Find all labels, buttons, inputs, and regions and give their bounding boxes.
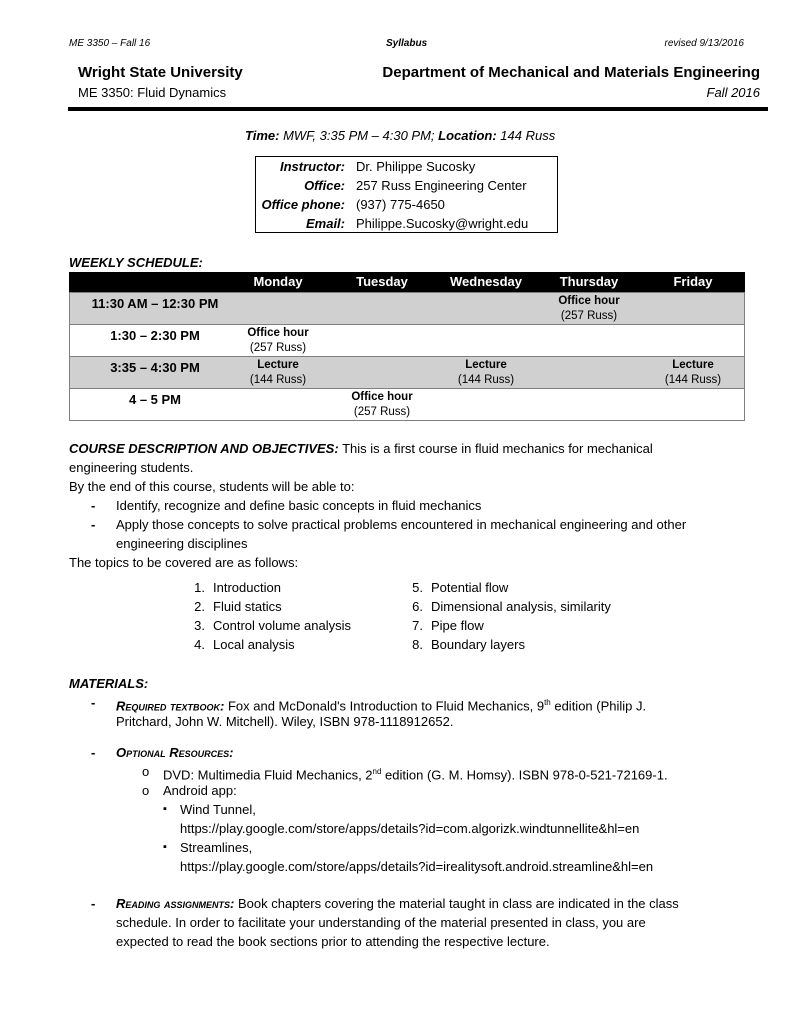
objective-item: Identify, recognize and define basic concepts in fluid mechanics: [116, 498, 482, 513]
topic-item: 1. Introduction: [194, 580, 281, 595]
time-label: Time:: [245, 128, 280, 143]
office-row: [256, 178, 557, 197]
bullet-dash: -: [91, 896, 96, 911]
wind-tunnel-url[interactable]: https://play.google.com/store/apps/details?id=com.algorizk.windtunnellite&hl=en: [180, 821, 640, 836]
location-value: 144 Russ: [500, 128, 556, 143]
course-description-intro: [69, 439, 749, 458]
cell-title: Office hour: [247, 327, 309, 339]
cell-location: (257 Russ): [560, 310, 618, 322]
day-monday: Monday: [253, 274, 303, 289]
objectives-intro: By the end of this course, students will be able to:: [69, 479, 355, 494]
email-row: [256, 216, 557, 235]
topics-intro: The topics to be covered are as follows:: [69, 555, 299, 570]
schedule-row: [69, 356, 745, 389]
square-bullet: ▪: [163, 803, 167, 815]
bullet-dash: -: [91, 695, 96, 710]
schedule-cell: [228, 358, 328, 388]
instructor-label: Instructor:: [280, 159, 345, 174]
reading-assignments-label: Reading assignments:: [116, 896, 235, 911]
required-textbook: Required textbook: Fox and McDonald's Introduction to Fluid Mechanics, 9th edition (Philip J.: [116, 698, 647, 714]
cell-location: (144 Russ): [457, 374, 515, 386]
android-app-resource: Android app:: [163, 783, 237, 798]
phone-label: Office phone:: [261, 197, 345, 212]
cell-title: Lecture: [672, 359, 714, 371]
cell-location: (257 Russ): [353, 406, 411, 418]
cell-location: (257 Russ): [249, 342, 307, 354]
cell-location: (144 Russ): [249, 374, 307, 386]
schedule-header-row: [69, 272, 745, 292]
topic-item: 2. Fluid statics: [194, 599, 282, 614]
cell-title: Lecture: [257, 359, 299, 371]
instructor-row: [256, 159, 557, 178]
required-textbook-label: Required textbook:: [116, 698, 225, 714]
schedule-cell: [332, 390, 432, 420]
topic-item: 4. Local analysis: [194, 637, 295, 652]
header-doc-type: Syllabus: [386, 38, 428, 49]
bullet-dash: -: [91, 745, 96, 760]
topic-item: 7. Pipe flow: [412, 618, 484, 633]
cell-title: Lecture: [465, 359, 507, 371]
row-time: 4 – 5 PM: [128, 392, 182, 407]
day-friday: Friday: [673, 274, 713, 289]
header-revision-date: revised 9/13/2016: [664, 38, 744, 49]
course-description-text: This is a first course in fluid mechanics for mechanical: [342, 441, 653, 456]
row-time: 3:35 – 4:30 PM: [110, 360, 200, 375]
optional-resources-label: Optional Resources:: [116, 745, 234, 760]
objective-item: Apply those concepts to solve practical problems encountered in mechanical engineering and other: [116, 517, 687, 532]
phone-row: [256, 197, 557, 216]
location-label: Location:: [438, 128, 497, 143]
university-name: Wright State University: [78, 64, 243, 81]
day-wednesday: Wednesday: [449, 274, 522, 289]
objective-item-cont: engineering disciplines: [116, 536, 248, 551]
circle-bullet: o: [142, 764, 150, 779]
day-thursday: Thursday: [559, 274, 619, 289]
streamlines-app: Streamlines,: [180, 840, 253, 855]
topic-item: 5. Potential flow: [412, 580, 509, 595]
schedule-cell: [643, 358, 743, 388]
instructor-value: Dr. Philippe Sucosky: [356, 159, 476, 174]
topic-item: 8. Boundary layers: [412, 637, 525, 652]
office-label: Office:: [304, 178, 345, 193]
time-location: [245, 128, 555, 143]
row-time: 11:30 AM – 12:30 PM: [91, 296, 219, 311]
weekly-schedule-heading: WEEKLY SCHEDULE:: [69, 255, 203, 270]
bullet-dash: -: [91, 517, 96, 532]
reading-assignments-line3: expected to read the book sections prior to attending the respective lecture.: [116, 934, 550, 949]
materials-heading: MATERIALS:: [69, 676, 149, 691]
instructor-info-box: [255, 156, 558, 233]
email-link[interactable]: Philippe.Sucosky@wright.edu: [356, 216, 529, 231]
time-value: MWF, 3:35 PM – 4:30 PM;: [283, 128, 435, 143]
required-textbook-cont: Pritchard, John W. Mitchell). Wiley, ISBN 978-1118912652.: [116, 714, 454, 729]
email-label: Email:: [305, 216, 345, 231]
streamlines-url[interactable]: https://play.google.com/store/apps/details?id=irealitysoft.android.streamline&hl=en: [180, 859, 654, 874]
title-divider: [68, 107, 768, 111]
wind-tunnel-app: Wind Tunnel,: [180, 802, 256, 817]
term: Fall 2016: [706, 85, 760, 100]
department-name: Department of Mechanical and Materials Engineering: [382, 64, 760, 81]
row-time: 1:30 – 2:30 PM: [110, 328, 200, 343]
schedule-cell: [436, 358, 536, 388]
reading-assignments-line2: schedule. In order to facilitate your understanding of the material presented in class, you are: [116, 915, 646, 930]
topic-item: 3. Control volume analysis: [194, 618, 352, 633]
square-bullet: ▪: [163, 841, 167, 853]
bullet-dash: -: [91, 498, 96, 513]
dvd-resource: DVD: Multimedia Fluid Mechanics, 2nd edition (G. M. Homsy). ISBN 978-0-521-72169-1.: [163, 767, 668, 783]
cell-location: (144 Russ): [664, 374, 722, 386]
header-course-term: ME 3350 – Fall 16: [69, 38, 151, 49]
schedule-cell: [228, 326, 328, 356]
reading-assignments: Reading assignments: Book chapters covering the material taught in class are indicated in the class: [116, 896, 679, 911]
schedule-row: [69, 292, 745, 325]
course-description-text-cont: engineering students.: [69, 460, 194, 475]
day-tuesday: Tuesday: [356, 274, 408, 289]
circle-bullet: o: [142, 783, 150, 798]
topic-item: 6. Dimensional analysis, similarity: [412, 599, 611, 614]
phone-value: (937) 775-4650: [356, 197, 445, 212]
cell-title: Office hour: [351, 391, 413, 403]
course-name: ME 3350: Fluid Dynamics: [78, 85, 227, 100]
schedule-cell: [539, 294, 639, 324]
cell-title: Office hour: [558, 295, 620, 307]
course-description-heading: COURSE DESCRIPTION AND OBJECTIVES:: [69, 441, 339, 456]
schedule-row: [69, 388, 745, 421]
office-value: 257 Russ Engineering Center: [356, 178, 527, 193]
schedule-row: [69, 324, 745, 357]
